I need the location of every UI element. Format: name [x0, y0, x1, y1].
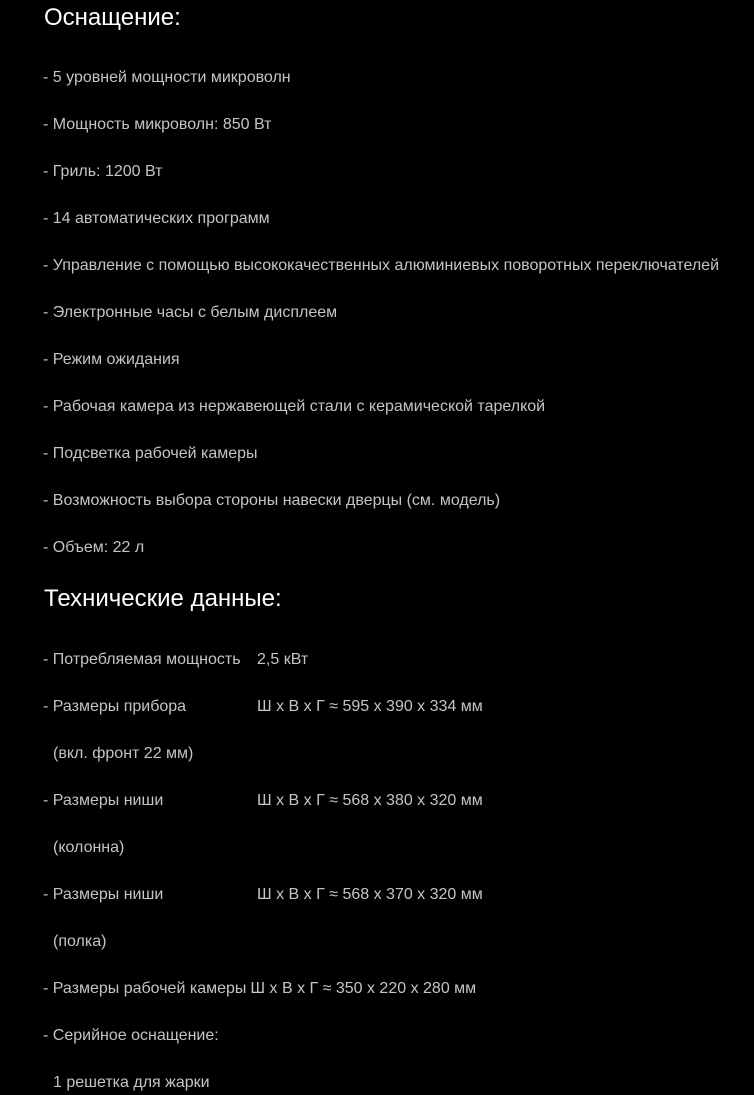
tech-value: Ш х В х Г ≈ 350 х 220 х 280 мм	[250, 980, 477, 997]
tech-value: Ш х В х Г ≈ 595 х 390 х 334 мм	[257, 698, 483, 715]
tech-row-device-size	[43, 697, 483, 717]
tech-note: (колонна)	[53, 839, 125, 856]
equipment-heading: Оснащение:	[44, 4, 181, 31]
tech-label: - Размеры ниши	[43, 792, 164, 809]
equipment-item: - 14 автоматических программ	[43, 210, 270, 227]
tech-label: - Размеры рабочей камеры	[43, 980, 247, 997]
equipment-item: - Гриль: 1200 Вт	[43, 163, 163, 180]
tech-label: - Размеры прибора	[43, 698, 187, 715]
equipment-item: - Режим ожидания	[43, 351, 180, 368]
tech-value: 2,5 кВт	[257, 651, 309, 668]
tech-label: - Серийное оснащение:	[43, 1027, 219, 1044]
tech-note: (вкл. фронт 22 мм)	[53, 745, 194, 762]
tech-row-niche-column	[43, 791, 483, 811]
equipment-item: - 5 уровней мощности микроволн	[43, 69, 291, 86]
tech-note: 1 решетка для жарки	[53, 1074, 210, 1091]
tech-row-power	[43, 650, 308, 670]
tech-label: - Размеры ниши	[43, 886, 164, 903]
tech-label: - Потребляемая мощность	[43, 651, 241, 668]
equipment-item: - Управление с помощью высококачественных алюминиевых поворотных переключателей	[43, 257, 720, 274]
equipment-item: - Электронные часы с белым дисплеем	[43, 304, 338, 321]
tech-row-chamber-size	[43, 979, 476, 999]
tech-row-niche-shelf	[43, 885, 483, 905]
equipment-item: - Рабочая камера из нержавеющей стали с керамической тарелкой	[43, 398, 546, 415]
tech-note: (полка)	[53, 933, 107, 950]
equipment-item: - Мощность микроволн: 850 Вт	[43, 116, 272, 133]
equipment-item: - Объем: 22 л	[43, 539, 145, 556]
equipment-item: - Подсветка рабочей камеры	[43, 445, 258, 462]
equipment-item: - Возможность выбора стороны навески дверцы (см. модель)	[43, 492, 501, 509]
tech-row-standard-equipment	[43, 1026, 219, 1046]
tech-value: Ш х В х Г ≈ 568 х 370 х 320 мм	[257, 886, 483, 903]
tech-value: Ш х В х Г ≈ 568 х 380 х 320 мм	[257, 792, 483, 809]
tech-heading: Технические данные:	[44, 585, 282, 612]
